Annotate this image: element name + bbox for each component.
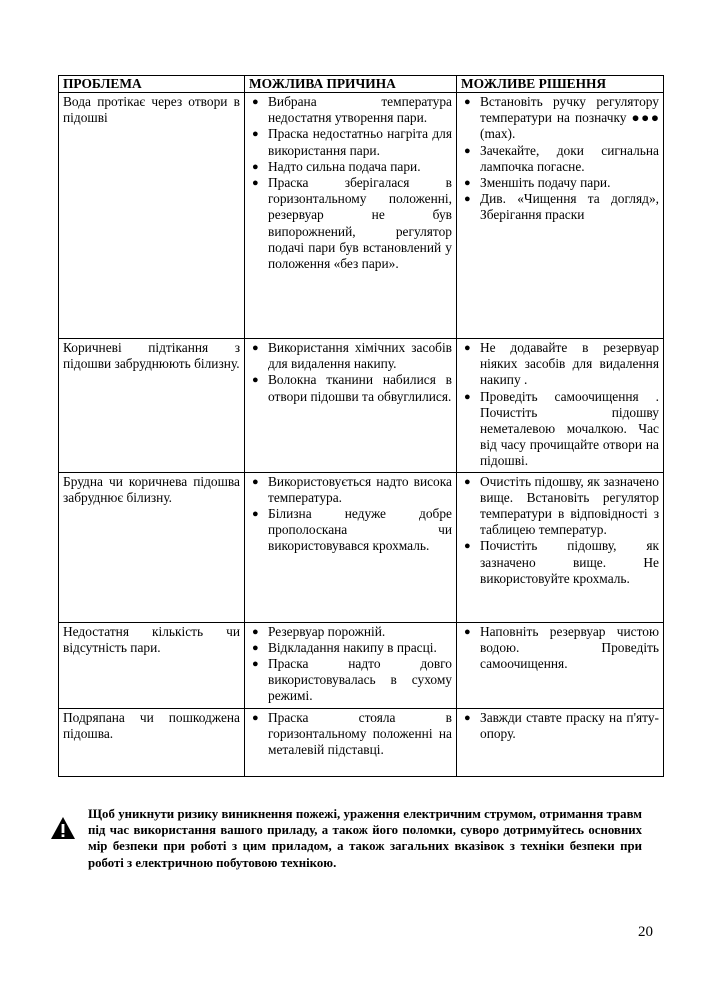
warning-triangle-icon xyxy=(50,816,76,840)
cause-text: Праска стояла в горизонтальному положенні на металевій підставці. xyxy=(268,709,452,758)
cause-list xyxy=(249,474,452,555)
bullet-dot-icon: ● xyxy=(252,641,259,654)
list-item xyxy=(461,474,659,539)
cause-list xyxy=(249,94,452,272)
header-problem: ПРОБЛЕМА xyxy=(59,76,245,93)
solution-list xyxy=(461,624,659,673)
table-header-row xyxy=(59,76,664,93)
bullet-dot-icon: ● xyxy=(464,193,471,206)
solution-cell xyxy=(457,339,664,473)
solution-text: Не додавайте в резервуар ніяких засобів для видалення накипу . xyxy=(480,340,659,388)
solution-cell xyxy=(457,472,664,622)
list-item xyxy=(249,159,452,175)
list-item xyxy=(249,624,452,640)
page-number: 20 xyxy=(638,924,653,940)
solution-list xyxy=(461,474,659,587)
cause-text: Надто сильна подача пари. xyxy=(268,158,421,174)
bullet-dot-icon: ● xyxy=(252,658,259,671)
solution-text: Почистіть підошву, як зазначено вище. Не використовуйте крохмаль. xyxy=(480,538,659,586)
cause-text: Праска зберігалася в горизонтальному положенні, резервуар не був випорожнений, регулятор подачі пари був встановлений у положення «без пари». xyxy=(268,175,452,272)
bullet-dot-icon: ● xyxy=(464,475,471,488)
solution-cell xyxy=(457,708,664,776)
bullet-dot-icon: ● xyxy=(252,374,259,387)
header-solution: МОЖЛИВЕ РІШЕННЯ xyxy=(457,76,664,93)
table-row xyxy=(59,339,664,473)
troubleshooting-table xyxy=(58,75,664,777)
list-item xyxy=(249,340,452,372)
problem-cell: Вода протікає через отвори в підошві xyxy=(59,93,245,339)
problem-cell: Подряпана чи пошкоджена підошва. xyxy=(59,708,245,776)
bullet-dot-icon: ● xyxy=(252,177,259,190)
list-item xyxy=(249,94,452,126)
list-item xyxy=(249,640,452,656)
list-item xyxy=(461,143,659,175)
bullet-dot-icon: ● xyxy=(252,160,259,173)
solution-list xyxy=(461,340,659,470)
solution-text: Зменшіть подачу пари. xyxy=(480,175,611,191)
solution-cell xyxy=(457,622,664,708)
cause-text: Відкладання накипу в прасці. xyxy=(268,639,437,655)
bullet-dot-icon: ● xyxy=(252,625,259,638)
cause-text: Використовується надто висока температура. xyxy=(268,473,452,505)
solution-text: Див. «Чищення та догляд», Зберігання праски xyxy=(480,191,659,223)
cause-text: Вибрана температура недостатня утворення пари. xyxy=(268,94,452,126)
table-row xyxy=(59,708,664,776)
bullet-dot-icon: ● xyxy=(464,540,471,553)
cause-cell xyxy=(245,708,457,776)
bullet-dot-icon: ● xyxy=(464,711,471,724)
bullet-dot-icon: ● xyxy=(252,508,259,521)
bullet-dot-icon: ● xyxy=(252,128,259,141)
list-item xyxy=(461,710,659,742)
problem-cell: Коричневі підтікання з підошви забруднюють білизну. xyxy=(59,339,245,473)
cause-cell xyxy=(245,339,457,473)
cause-text: Праска недостатньо нагріта для використання пари. xyxy=(268,126,452,158)
solution-text: Проведіть самоочищення . Почистіть підошву неметалевою мочалкою. Час від часу прочищайте отвори на підошві. xyxy=(480,388,659,469)
solution-text: Зачекайте, доки сигнальна лампочка погасне. xyxy=(480,142,659,174)
list-item xyxy=(461,340,659,389)
cause-list xyxy=(249,624,452,705)
list-item xyxy=(249,474,452,506)
bullet-dot-icon: ● xyxy=(252,711,259,724)
table-row xyxy=(59,472,664,622)
solution-text: Встановіть ручку регулятору температури на позначку ●●● (max). xyxy=(480,94,659,142)
solution-list xyxy=(461,94,659,224)
solution-text: Наповніть резервуар чистою водою. Проведіть самоочищення. xyxy=(480,623,659,672)
cause-text: Волокна тканини набилися в отвори підошви та обвуглилися. xyxy=(268,372,452,404)
solution-cell xyxy=(457,93,664,339)
list-item xyxy=(249,656,452,705)
list-item xyxy=(461,538,659,587)
table-row xyxy=(59,622,664,708)
cause-text: Праска надто довго використовувалась в сухому режимі. xyxy=(268,656,452,704)
bullet-dot-icon: ● xyxy=(252,96,259,108)
cause-list xyxy=(249,710,452,759)
table-row xyxy=(59,93,664,339)
cause-text: Білизна недуже добре прополоскана чи використовувався крохмаль. xyxy=(268,506,452,554)
problem-cell: Брудна чи коричнева підошва забруднює білизну. xyxy=(59,472,245,622)
header-cause: МОЖЛИВА ПРИЧИНА xyxy=(245,76,457,93)
list-item xyxy=(249,175,452,272)
solution-text: Завжди ставте праску на п'яту-опору. xyxy=(480,709,659,741)
bullet-dot-icon: ● xyxy=(464,390,471,403)
list-item xyxy=(249,506,452,555)
bullet-dot-icon: ● xyxy=(252,475,259,488)
solution-text: Очистіть підошву, як зазначено вище. Встановіть регулятор температури в відповідності з таблицею температур. xyxy=(480,473,659,538)
bullet-dot-icon: ● xyxy=(464,342,471,354)
bullet-dot-icon: ● xyxy=(464,625,471,638)
cause-cell xyxy=(245,93,457,339)
bullet-dot-icon: ● xyxy=(464,144,471,157)
cause-list xyxy=(249,340,452,405)
warning-text: Щоб уникнути ризику виникнення пожежі, ураження електричним струмом, отримання травм під час використання вашого приладу, а також його поломки, суворо дотримуйтесь основних мір безпеки при роботі з цим приладом, а також загальних вказівок з техніки безпеки при роботі з електричною побутовою технікою. xyxy=(88,807,642,870)
list-item xyxy=(461,94,659,143)
solution-list xyxy=(461,710,659,742)
bullet-dot-icon: ● xyxy=(252,342,259,354)
list-item xyxy=(249,126,452,158)
list-item xyxy=(249,710,452,759)
list-item xyxy=(249,372,452,404)
list-item xyxy=(461,191,659,223)
list-item xyxy=(461,175,659,191)
cause-cell xyxy=(245,622,457,708)
cause-text: Резервуар порожній. xyxy=(268,623,386,639)
list-item xyxy=(461,389,659,470)
list-item xyxy=(461,624,659,673)
bullet-dot-icon: ● xyxy=(464,96,471,108)
cause-text: Використання хімічних засобів для видалення накипу. xyxy=(268,340,452,372)
bullet-dot-icon: ● xyxy=(464,177,471,190)
cause-cell xyxy=(245,472,457,622)
problem-cell: Недостатня кількість чи відсутність пари. xyxy=(59,622,245,708)
